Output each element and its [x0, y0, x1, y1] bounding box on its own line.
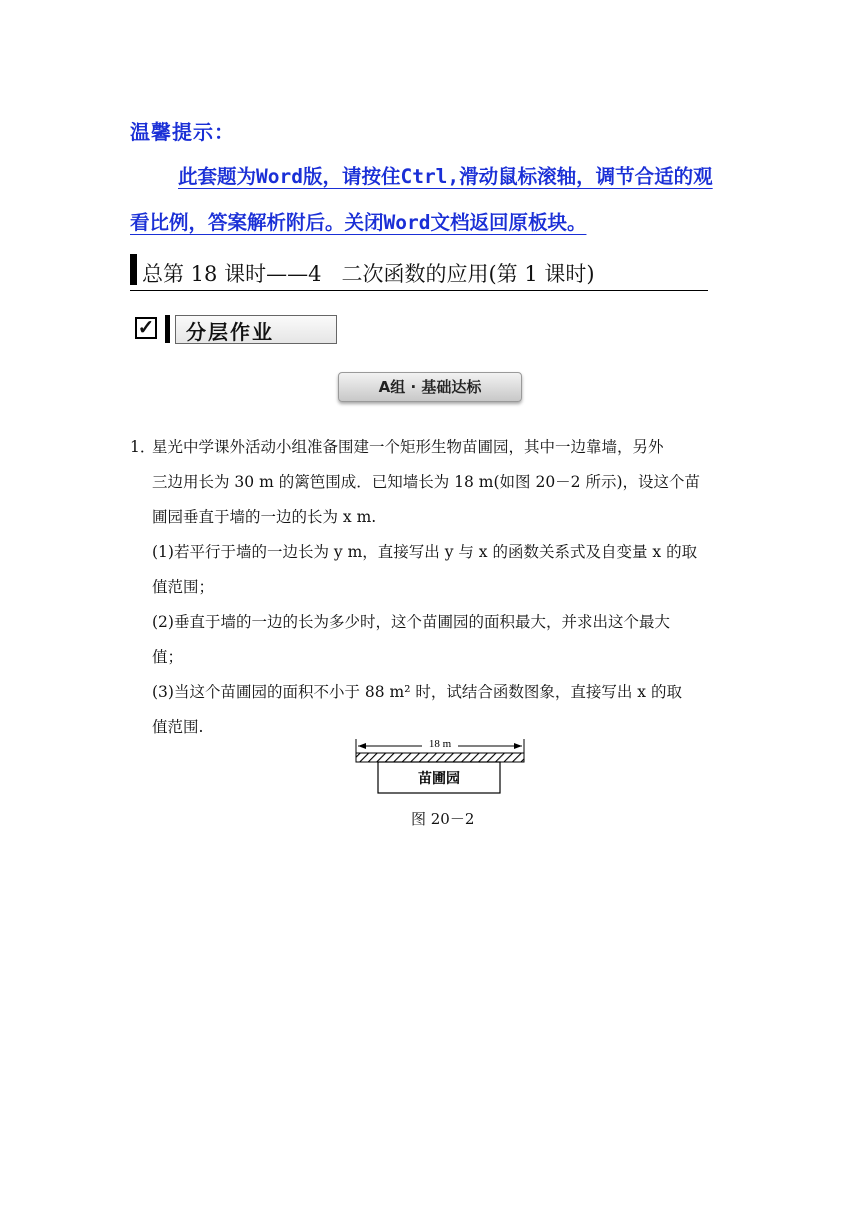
wall-hatched — [356, 753, 524, 762]
arrowhead-right-icon — [514, 743, 522, 749]
group-tag — [338, 372, 522, 402]
section-bar-marker — [165, 315, 170, 343]
title-bar-marker — [130, 254, 137, 285]
problem-stem-line: 星光中学课外活动小组准备围建一个矩形生物苗圃园，其中一边靠墙，另外 — [152, 438, 664, 456]
subquestion-3-line: 值范围. — [152, 718, 204, 736]
wall-length-label: 18 m — [428, 738, 452, 750]
figure-garden-diagram — [352, 735, 528, 797]
section-header — [135, 312, 337, 346]
problem-stem-line: 圃园垂直于墙的一边的长为 x m. — [152, 508, 377, 526]
figure-caption: 图 20－2 — [411, 810, 475, 828]
lesson-title-text: 总第 18 课时——4 二次函数的应用(第 1 课时) — [142, 262, 595, 286]
garden-label: 苗圃园 — [418, 771, 460, 787]
tip-body[interactable]: 此套题为Word版，请按住Ctrl,滑动鼠标滚轴，调节合适的观看比例，答案解析附后。关闭Word文档返回原板块。 — [130, 165, 713, 234]
subquestion-2-line: 值； — [152, 648, 184, 666]
subquestion-3-line: (3)当这个苗圃园的面积不小于 88 m² 时，试结合函数图象，直接写出 x 的取 — [152, 683, 682, 701]
section-label-box — [175, 315, 337, 344]
subquestion-1-line: 值范围； — [152, 578, 215, 596]
lesson-title — [130, 254, 708, 291]
tip-title: 温馨提示： — [130, 120, 235, 144]
checkbox-icon: ✓ — [135, 317, 157, 339]
subquestion-2-line: (2)垂直于墙的一边的长为多少时，这个苗圃园的面积最大，并求出这个最大 — [152, 613, 670, 631]
group-tag-label: A组 · 基础达标 — [378, 378, 482, 396]
section-label: 分层作业 — [186, 320, 274, 344]
problem-number: 1． — [130, 438, 156, 456]
subquestion-1-line: (1)若平行于墙的一边长为 y m，直接写出 y 与 x 的函数关系式及自变量 x 的取 — [152, 543, 698, 561]
arrowhead-left-icon — [358, 743, 366, 749]
problem-stem-line: 三边用长为 30 m 的篱笆围成．已知墙长为 18 m(如图 20－2 所示)，设这个苗 — [152, 473, 701, 491]
